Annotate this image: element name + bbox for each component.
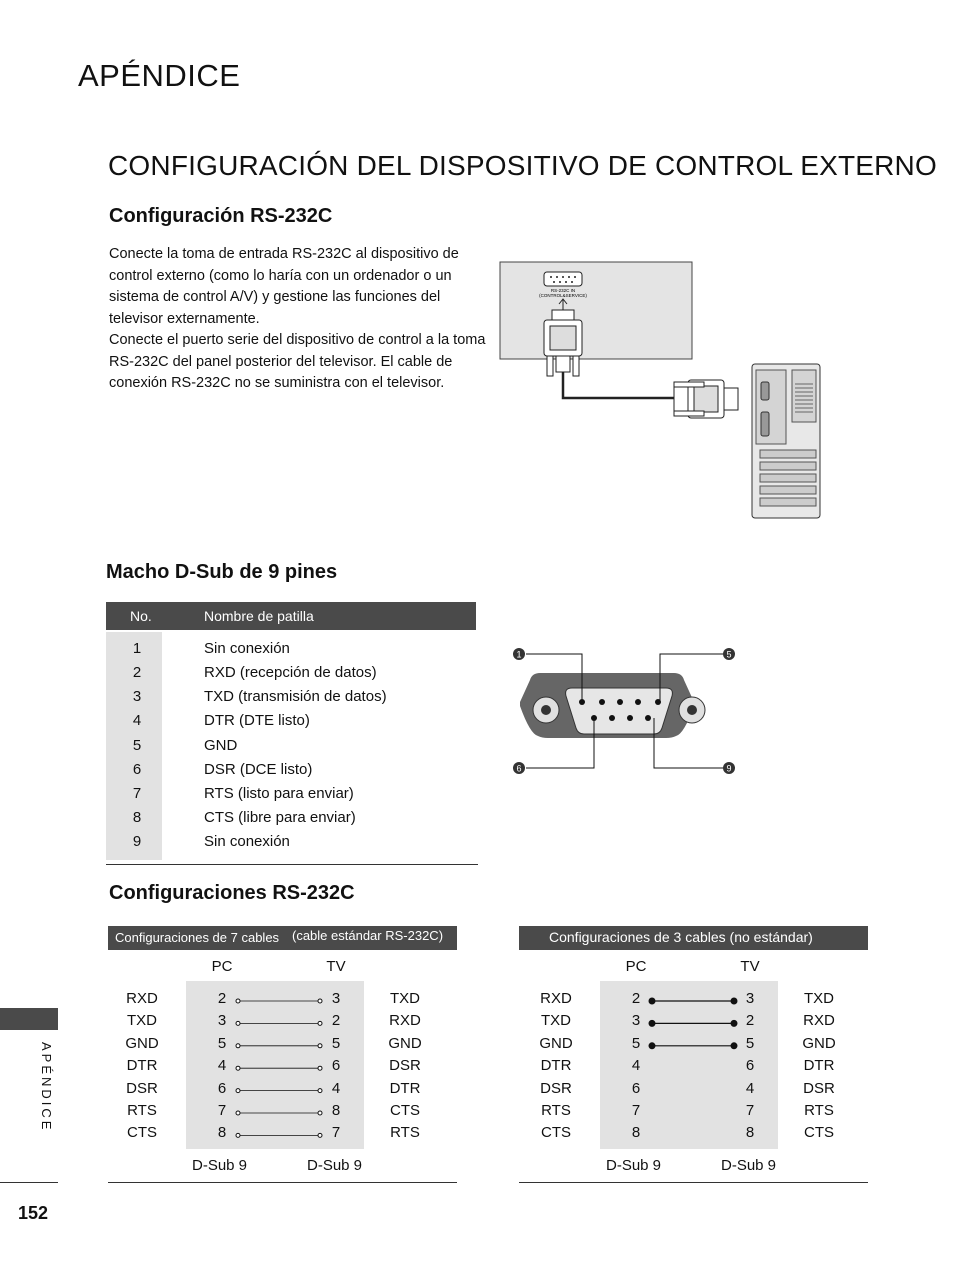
connection-illustration [498, 260, 828, 522]
pin-name: Sin conexión [204, 640, 290, 657]
pin-tv: 6 [331, 1057, 341, 1075]
svg-text:1: 1 [516, 649, 522, 660]
signal-left: RTS [127, 1102, 157, 1119]
signal-right: RTS [804, 1102, 834, 1119]
signal-left: DTR [540, 1057, 572, 1075]
signal-left: CTS [127, 1124, 157, 1142]
pin-pc: 2 [631, 990, 641, 1007]
pin-tv: 8 [745, 1124, 755, 1142]
signal-left: RXD [126, 990, 158, 1007]
section-title: CONFIGURACIÓN DEL DISPOSITIVO DE CONTROL EXTERNO [108, 150, 937, 181]
pin-number: 7 [132, 785, 142, 802]
signal-left: GND [125, 1034, 159, 1052]
col-pc: PC [211, 958, 233, 975]
pin-number: 9 [132, 833, 142, 850]
dsub-connector-diagram [506, 640, 746, 780]
col-pc: PC [625, 958, 647, 975]
pin-number: 8 [132, 809, 142, 826]
pin-number: 1 [132, 640, 142, 657]
configs-heading: Configuraciones RS-232C [109, 882, 355, 904]
pin-number: 4 [132, 712, 142, 729]
signal-left: DTR [126, 1057, 158, 1075]
svg-text:6: 6 [516, 763, 522, 774]
rs232-setup-paragraph-1: Conecte la toma de entrada RS-232C al dispositivo de control externo (como lo haría con un ordenador o un sistema de control A/V) y gestione las funciones del televisor externamente. [109, 246, 459, 327]
pin-pc: 7 [217, 1102, 227, 1119]
tv-panel [500, 262, 692, 359]
pin-table-header [106, 602, 476, 630]
page-title: APÉNDICE [78, 58, 241, 93]
signal-right: RTS [390, 1124, 420, 1142]
pin-col-name: Nombre de patilla [204, 608, 314, 624]
signal-left: TXD [541, 1012, 571, 1030]
pin-tv: 7 [331, 1124, 341, 1142]
signal-right: RXD [803, 1012, 835, 1030]
signal-right: TXD [804, 990, 834, 1007]
pin-name: DSR (DCE listo) [204, 761, 313, 778]
signal-right: DSR [389, 1057, 421, 1075]
signal-right: CTS [390, 1102, 420, 1119]
signal-left: CTS [541, 1124, 571, 1142]
pin-name: RXD (recepción de datos) [204, 664, 377, 681]
pc-tower-icon [752, 364, 820, 518]
pin-number: 3 [132, 688, 142, 705]
cable-connector-pc [674, 380, 738, 418]
svg-text:5: 5 [726, 649, 732, 660]
svg-text:9: 9 [726, 763, 732, 774]
foot-tv: D-Sub 9 [721, 1157, 777, 1174]
signal-right: RXD [389, 1012, 421, 1030]
pin-name: CTS (libre para enviar) [204, 809, 356, 826]
pin-tv: 3 [745, 990, 755, 1007]
sidebar-label: APÉNDICE [39, 1042, 54, 1133]
dsub-heading: Macho D-Sub de 9 pines [106, 561, 338, 583]
pin-table-rule [106, 864, 478, 865]
pin-table-body [106, 640, 476, 860]
pin-name: GND [204, 737, 238, 754]
cable-connector-top [544, 310, 582, 376]
pin-pc: 5 [217, 1034, 227, 1052]
signal-right: DSR [803, 1079, 835, 1097]
pin-pc: 4 [217, 1057, 227, 1075]
config-7wire-rule [108, 1182, 457, 1183]
port-label-1: RS-232C IN [550, 288, 576, 293]
pin-tv: 5 [331, 1034, 341, 1052]
pin-pc: 7 [631, 1102, 641, 1119]
signal-left: DSR [126, 1079, 158, 1097]
foot-pc: D-Sub 9 [606, 1157, 662, 1174]
pin-col-no: No. [130, 608, 152, 624]
pin-number: 5 [132, 737, 142, 754]
pin-tv: 5 [745, 1034, 755, 1052]
config-7wire-subtitle: (cable estándar RS-232C) [292, 928, 444, 943]
callout-1 [513, 648, 525, 660]
callout-6 [513, 762, 525, 774]
sidebar-rule [0, 1182, 58, 1183]
callout-5 [723, 648, 735, 660]
rs232-port [544, 272, 582, 286]
pin-tv: 4 [331, 1079, 341, 1097]
pin-name: DTR (DTE listo) [204, 712, 310, 729]
config-7wire-table [108, 958, 458, 1180]
config-3wire-table [522, 958, 872, 1180]
pin-pc: 3 [631, 1012, 641, 1030]
pin-number: 2 [132, 664, 142, 681]
sidebar-tab [0, 1008, 58, 1030]
port-label-2: (CONTROL&SERVICE) [539, 293, 587, 298]
config-3wire-rule [519, 1182, 868, 1183]
signal-right: GND [802, 1034, 836, 1052]
pin-tv: 2 [745, 1012, 755, 1030]
callout-9 [723, 762, 735, 774]
signal-left: DSR [540, 1079, 572, 1097]
pin-pc: 6 [217, 1079, 227, 1097]
pin-name: TXD (transmisión de datos) [204, 688, 387, 705]
col-tv: TV [326, 958, 346, 975]
pin-tv: 4 [745, 1079, 755, 1097]
pin-name: Sin conexión [204, 833, 290, 850]
signal-right: TXD [390, 990, 420, 1007]
signal-right: CTS [804, 1124, 834, 1142]
pin-pc: 5 [631, 1034, 641, 1052]
pin-pc: 8 [217, 1124, 227, 1142]
config-3wire-title: Configuraciones de 3 cables (no estándar) [549, 929, 813, 945]
pin-number: 6 [132, 761, 142, 778]
col-tv: TV [740, 958, 760, 975]
signal-right: DTR [803, 1057, 835, 1075]
pin-tv: 7 [745, 1102, 755, 1119]
rs232-setup-paragraph-2: Conecte el puerto serie del dispositivo de control a la toma RS-232C del panel posterior del televisor. El cable de conexión RS-232C no se suministra con el televisor. [109, 332, 486, 391]
page-number: 152 [18, 1203, 49, 1223]
config-3wire-header [519, 926, 868, 950]
pin-pc: 4 [631, 1057, 641, 1075]
config-7wire-header [108, 926, 457, 950]
pin-tv: 6 [745, 1057, 755, 1075]
pin-pc: 2 [217, 990, 227, 1007]
config-7wire-title: Configuraciones de 7 cables [115, 930, 280, 945]
serial-cable [563, 372, 678, 398]
signal-left: RXD [540, 990, 572, 1007]
rs232-setup-heading: Configuración RS-232C [109, 205, 333, 227]
signal-right: DTR [389, 1079, 421, 1097]
pin-pc: 8 [631, 1124, 641, 1142]
pin-tv: 3 [331, 990, 341, 1007]
signal-left: TXD [127, 1012, 157, 1030]
pin-pc: 3 [217, 1012, 227, 1030]
signal-left: RTS [541, 1102, 571, 1119]
foot-pc: D-Sub 9 [192, 1157, 248, 1174]
pin-name: RTS (listo para enviar) [204, 785, 354, 802]
signal-left: GND [539, 1034, 573, 1052]
pin-tv: 8 [331, 1102, 341, 1119]
signal-right: GND [388, 1034, 422, 1052]
foot-tv: D-Sub 9 [307, 1157, 363, 1174]
pin-pc: 6 [631, 1079, 641, 1097]
pin-tv: 2 [331, 1012, 341, 1030]
